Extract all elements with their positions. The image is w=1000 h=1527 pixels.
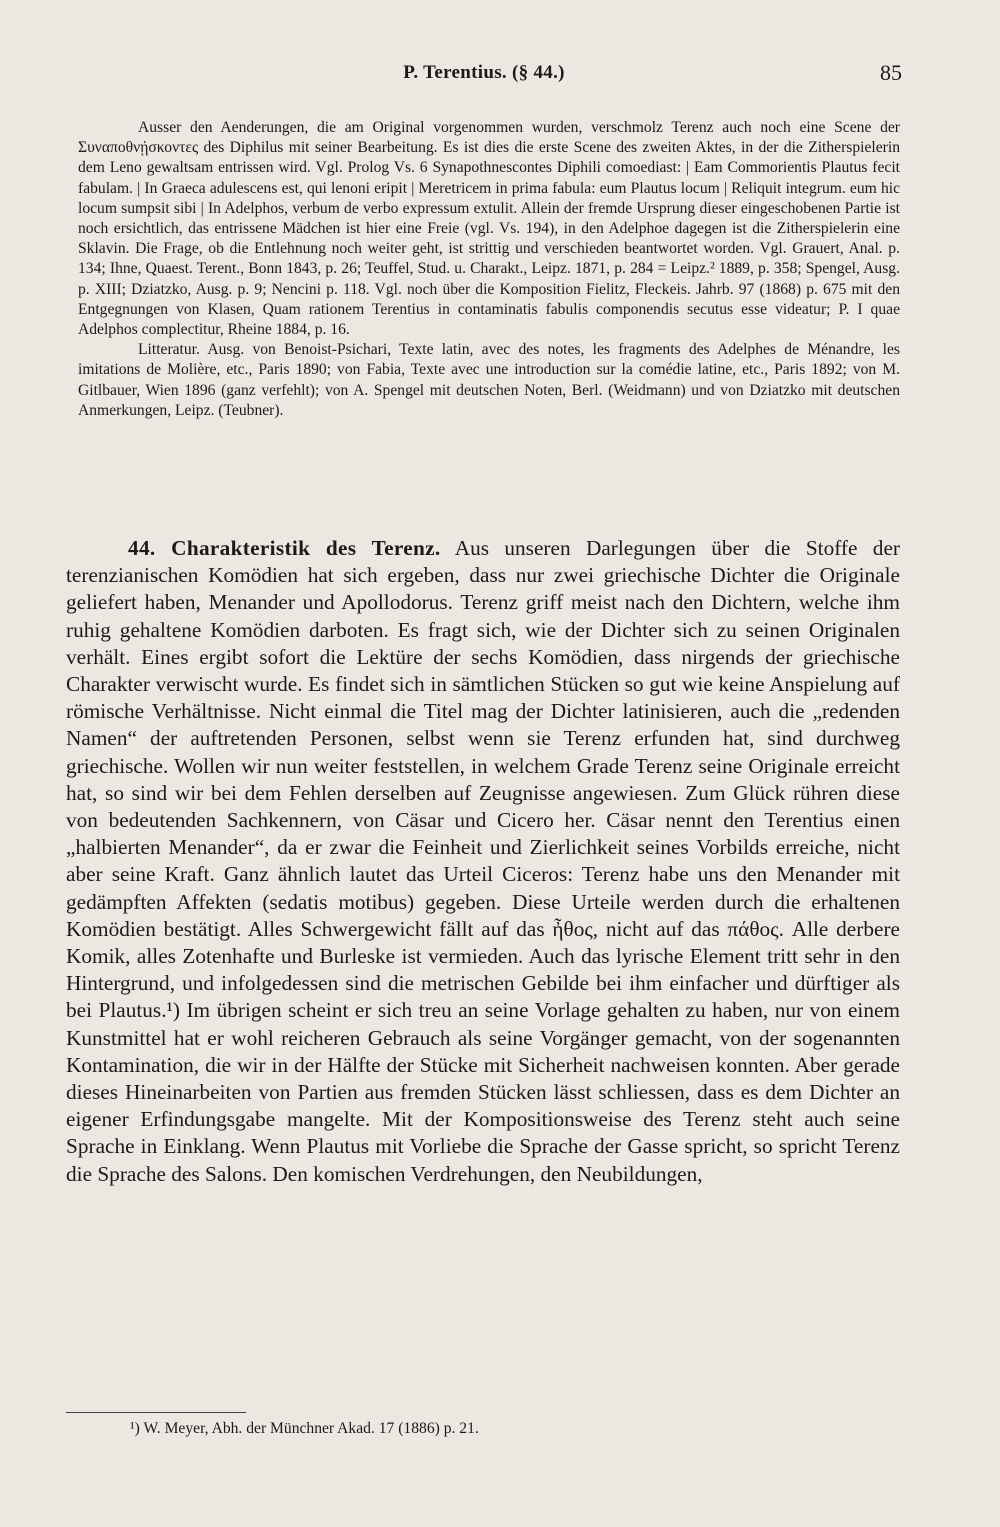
page-number: 85 bbox=[880, 60, 902, 85]
section-body: Aus unseren Darlegungen über die Stoffe der terenzianischen Komödien hat sich ergeben, dass nur zwei griechische Dichter die Originale geliefert haben, Menander und Apollodorus. Terenz griff meist nach den Dichtern, welche ihm ruhig gehaltene Komödien darboten. Es fragt sich, wie der Dichter sich zu seinen Originalen verhält. Eines ergibt sofort die Lektüre der sechs Komödien, dass nirgends der griechische Charakter verwischt wurde. Es findet sich in sämtlichen Stücken so gut wie keine Anspielung auf römische Verhältnisse. Nicht einmal die Titel mag der Dichter latinisieren, auch die „redenden Namen“ der auftretenden Personen, selbst wenn sie Terenz erfunden hat, sind durchweg griechische. Wollen wir nun weiter feststellen, in welchem Grade Terenz seine Originale erreicht hat, so sind wir bei dem Fehlen derselben auf Zeugnisse angewiesen. Zum Glück rühren diese von bedeutenden Sachkennern, von Cäsar und Cicero her. Cäsar nennt den Terentius einen „halbierten Menander“, da er zwar die Feinheit und Zierlichkeit seines Vorbilds erreiche, nicht aber seine Kraft. Ganz ähnlich lautet das Urteil Ciceros: Terenz habe uns den Menander mit gedämpften Affekten (sedatis motibus) gegeben. Diese Urteile werden durch die erhaltenen Komödien bestätigt. Alles Schwergewicht fällt auf das ἦθος, nicht auf das πάθος. Alle derbere Komik, alles Zotenhafte und Burleske ist vermieden. Auch das lyrische Element tritt sehr in den Hintergrund, und infolgedessen sind die metrischen Gebilde bei ihm einfacher und dürftiger als bei Plautus.¹) Im übrigen scheint er sich treu an seine Vorlage gehalten zu haben, nur von einem Kunstmittel hat er wohl reicheren Gebrauch als seine Vorgänger gemacht, von der sogenannten Kontamination, die wir in der Hälfte der Stücke mit Sicherheit nachweisen konnten. Aber gerade dieses Hineinarbeiten von Partien aus fremden Stücken lässt schliessen, dass es dem Dichter an eigener Erfindungsgabe mangelte. Mit der Kompositionsweise des Terenz steht auch seine Sprache in Einklang. Wenn Plautus mit Vorliebe die Sprache der Gasse spricht, so spricht Terenz die Sprache des Salons. Den komischen Verdrehungen, den Neubildungen, bbox=[66, 536, 901, 1186]
literature-paragraph: Litteratur. Ausg. von Benoist-Psichari, Texte latin, avec des notes, les fragments des Adelphes de Ménandre, les imitations de Molière, etc., Paris 1890; von Fabia, Texte avec une introduction sur la comédie latine, etc., Paris 1892; von M. Gitlbauer, Wien 1896 (ganz verfehlt); von A. Spengel mit deutschen Noten, Berl. (Weidmann) und von Dziatzko mit deutschen Anmerkungen, Leipz. (Teubner). bbox=[78, 341, 900, 419]
main-text bbox=[66, 535, 900, 1188]
running-head: P. Terentius. (§ 44.) bbox=[403, 62, 565, 83]
page-header bbox=[66, 62, 902, 92]
small-print-notes bbox=[78, 118, 900, 421]
section-paragraph bbox=[66, 535, 900, 1188]
footnote-divider bbox=[66, 1412, 246, 1413]
section-heading: 44. Charakteristik des Terenz. bbox=[128, 536, 441, 560]
notes-paragraph: Ausser den Aenderungen, die am Original vorgenommen wurden, verschmolz Terenz auch noch eine Scene der Συναποθνῄσκοντες des Diphilus mit seiner Bearbeitung. Es ist dies die erste Scene des zweiten Aktes, in der die Zitherspielerin dem Leno gewaltsam entrissen wird. Vgl. Prolog Vs. 6 Synapothnescontes Diphili comoediast: | Eam Commorientis Plautus fecit fabulam. | In Graeca adulescens est, qui lenoni eripit | Meretricem in prima fabula: eum Plautus locum | Reliquit integrum. eum hic locum sumpsit sibi | In Adelphos, verbum de verbo expressum extulit. Allein der fremde Ursprung dieser eingeschobenen Partie ist noch ersichtlich, das entrissene Mädchen ist hier eine Freie (vgl. Vs. 194), in den Adelphoe dagegen ist die Zitherspielerin eine Sklavin. Die Frage, ob die Entlehnung noch weiter geht, ist strittig und verschieden beantwortet worden. Vgl. Grauert, Anal. p. 134; Ihne, Quaest. Terent., Bonn 1843, p. 26; Teuffel, Stud. u. Charakt., Leipz. 1871, p. 284 = Leipz.² 1889, p. 358; Spengel, Ausg. p. XIII; Dziatzko, Ausg. p. 9; Nencini p. 118. Vgl. noch über die Komposition Fielitz, Fleckeis. Jahrb. 97 (1868) p. 675 mit den Entgegnungen von Klasen, Quam rationem Terentius in contaminatis fabulis componendis secutus esse videatur; P. I quae Adelphos complectitur, Rheine 1884, p. 16. bbox=[78, 119, 900, 339]
footnote: ¹) W. Meyer, Abh. der Münchner Akad. 17 (1886) p. 21. bbox=[130, 1420, 479, 1437]
